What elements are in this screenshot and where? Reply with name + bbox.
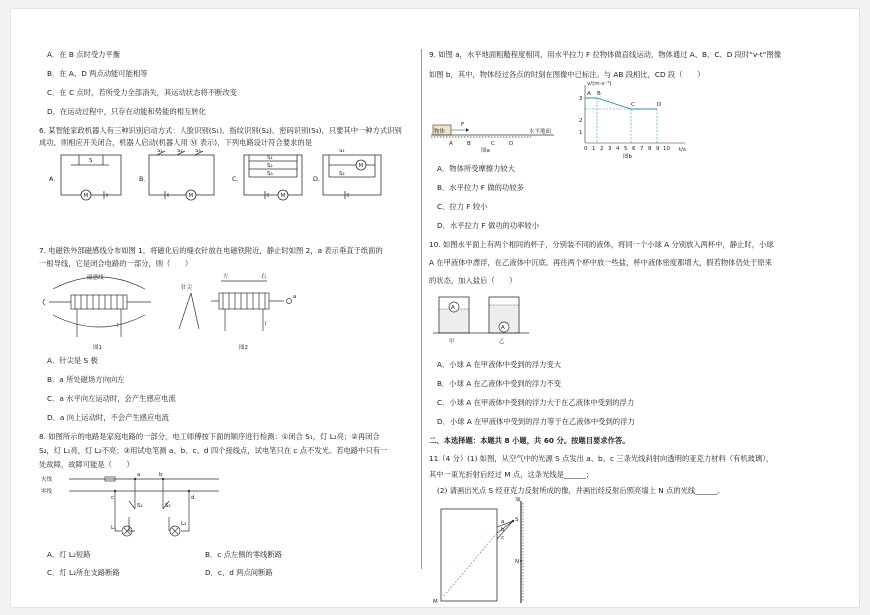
- q7-option-a: A．针尖是 S 极: [47, 356, 98, 365]
- q11-point-n-label: N: [515, 559, 520, 565]
- q6-stem-line2: 成功，则相应开关闭合，机器人启动(机器人用 Ⓜ 表示)，下列电路设计符合要求的是: [39, 138, 313, 147]
- q9-option-c: C．拉力 F 较小: [437, 202, 488, 211]
- q6-d-s2: S₂: [339, 171, 345, 177]
- q9-force-label: F: [461, 122, 465, 128]
- q6-label-c: C．: [232, 175, 244, 183]
- q9-graph-point-c: C: [631, 102, 635, 108]
- q10-option-b: B．小球 A 在乙液体中受到的浮力不变: [437, 379, 562, 388]
- q6-motor-b: M: [188, 193, 194, 199]
- column-divider: [421, 49, 422, 569]
- q11-stem-line3: (2) 请画出光点 S 经亚克力反射所成的像，并画出经反射后照亮墙上 N 点的光线______。: [437, 486, 725, 495]
- q6-motor-a: M: [83, 193, 89, 199]
- q6-b-s3: S₃: [195, 149, 201, 154]
- exam-page: [10, 8, 860, 608]
- q10-stem-line3: 的状态，加入盐后（ ）: [429, 276, 517, 285]
- q7-wire-a-label: a: [293, 294, 297, 300]
- q6-c-s2: S₂: [267, 163, 273, 169]
- q10-ball-a-yi: A: [501, 325, 505, 331]
- q6-label-a: A．: [49, 175, 60, 183]
- q7-current-label-2: I: [265, 321, 267, 327]
- q9-xtick-2: 2: [600, 146, 604, 152]
- q10-cups-figure: [429, 289, 549, 347]
- q8-option-d: D．c、d 两点间断路: [205, 568, 273, 577]
- q9-xtick-6: 6: [632, 146, 636, 152]
- q10-cup-jia-label: 甲: [449, 339, 455, 345]
- q8-stem-line1: 8. 如图所示的电路是家庭电路的一部分，电工师傅按下面的顺序进行检测：①闭合 S₁，灯 L₁亮；②再闭合: [39, 432, 380, 441]
- section-2-heading: 二、本选择题：本题共 8 小题，共 60 分。按题目要求作答。: [429, 436, 630, 445]
- q9-xtick-1: 1: [592, 146, 596, 152]
- q9-xtick-7: 7: [640, 146, 644, 152]
- q9-graph-point-d: D: [657, 102, 662, 108]
- q7-stem-line2: 一根导线，它是闭合电路的一部分，则（ ）: [39, 259, 193, 268]
- q6-b-s1: S₁: [157, 149, 163, 154]
- q9-figb-caption: 图b: [623, 154, 632, 159]
- q9-xtick-9: 9: [656, 146, 660, 152]
- q9-graph-point-b: B: [597, 91, 601, 97]
- q9-graph-xlabel: t/s: [679, 147, 686, 153]
- q8-l2-label: L₂: [181, 521, 187, 527]
- q10-ball-a-jia: A: [451, 305, 455, 311]
- q9-graph-point-a: A: [587, 91, 591, 97]
- q8-point-c: c: [111, 495, 115, 501]
- q8-s1-label: S₁: [137, 503, 143, 509]
- q9-option-a: A．物体所受摩擦力较大: [437, 164, 515, 173]
- q6-motor-d: M: [358, 163, 364, 169]
- q9-xtick-0: 0: [584, 146, 588, 152]
- q6-stem-line1: 6. 某智能家政机器人有三种识别启动方式：人脸识别(S₁)、指纹识别(S₂)、密码识别(S₃)，只要其中一种方式识别: [39, 126, 402, 135]
- q9-object-label: 物体: [434, 129, 446, 135]
- q5-option-c: C．在 C 点时，若所受力全部消失，其运动状态将不断改变: [47, 88, 237, 97]
- q9-stem-line2: 如图 b，其中，物体经过各点的时刻在图像中已标注。与 AB 段相比，CD 段（ ）: [429, 70, 705, 79]
- q10-option-c: C．小球 A 在甲液体中受到的浮力大于在乙液体中受到的浮力: [437, 398, 635, 407]
- q7-fig2-caption: 图2: [239, 345, 248, 351]
- q8-point-b: b: [159, 472, 163, 478]
- q8-point-a: a: [137, 472, 141, 478]
- q9-figure-a: [429, 83, 559, 153]
- q9-ytick-3: 3: [579, 96, 583, 102]
- q6-motor-c: M: [280, 193, 286, 199]
- q7-left-label: 左: [223, 274, 229, 280]
- q8-option-b: B．c 点左侧的零线断路: [205, 550, 283, 559]
- q8-home-circuit-figure: [39, 471, 239, 541]
- q8-stem-line3: 处故障，故障可能是（ ）: [39, 460, 134, 469]
- q7-fig1-caption: 图1: [93, 345, 102, 351]
- q8-point-d: d: [191, 495, 195, 501]
- q11-light-figure: [429, 497, 559, 607]
- q9-figa-caption: 图a: [481, 148, 490, 153]
- q7-right-label: 右: [261, 274, 267, 280]
- q9-point-d: D: [509, 141, 514, 147]
- q6-c-s3: S₃: [267, 171, 273, 177]
- q8-option-c: C．灯 L₂所在支路断路: [47, 568, 120, 577]
- q9-ground-label: 水平地面: [529, 129, 552, 135]
- q5-option-d: D．在运动过程中，只存在动能和势能的相互转化: [47, 107, 206, 116]
- q9-figure-b-vt-graph: [575, 79, 695, 159]
- q7-electromagnet-figure: [39, 269, 414, 351]
- q9-option-d: D．水平拉力 F 做功的功率较小: [437, 221, 540, 230]
- q9-point-c: C: [491, 141, 495, 147]
- q9-stem-line1: 9. 如图 a，水平地面粗糙程度相同，用水平拉力 F 拉物体做直线运动，物体通过 A、B、C、D 段时“v-t”图像: [429, 50, 782, 59]
- q9-point-b: B: [467, 141, 471, 147]
- q9-option-b: B．水平拉力 F 做的功较多: [437, 183, 524, 192]
- q8-live-wire-label: 火线: [41, 477, 53, 483]
- q11-point-m-label: M: [433, 599, 438, 605]
- q10-stem-line1: 10. 如图水平面上有两个相同的杯子，分别装不同的液体，将同一个小球 A 分别放入两杯中，静止时，小球: [429, 240, 774, 249]
- q6-c-s1: S₁: [267, 155, 273, 161]
- q9-graph-ylabel: v/(m·s⁻¹): [587, 81, 612, 87]
- q9-xtick-3: 3: [608, 146, 612, 152]
- q5-option-b: B．在 A、D 两点动能可能相等: [47, 69, 148, 78]
- q7-option-d: D．a 向上运动时，不会产生感应电流: [47, 413, 169, 422]
- q6-switch-label: S: [89, 158, 93, 164]
- q8-l1-label: L₁: [111, 525, 117, 531]
- q8-s2-label: S₂: [165, 503, 171, 509]
- q5-option-a: A．在 B 点时受力平衡: [47, 50, 121, 59]
- q11-ray-c-label: c: [501, 535, 505, 541]
- q9-ytick-1: 1: [579, 130, 583, 136]
- q8-stem-line2: S₂，灯 L₁亮，灯 L₂不亮；③用试电笔测 a、b、c、d 四个接线点，试电笔只在 c 点不发光。若电路中只有一: [39, 446, 388, 455]
- q6-circuit-figure: [39, 149, 414, 207]
- q9-xtick-8: 8: [648, 146, 652, 152]
- q11-stem-line1: 11（4 分）(1) 如图，从空气中的光源 S 点发出 a、b、c 三条光线斜射向透明的亚克力材料（有机玻璃），: [429, 454, 774, 463]
- q9-xtick-5: 5: [624, 146, 628, 152]
- q6-label-d: D．: [313, 175, 325, 183]
- q7-needle-label: 针尖: [181, 285, 193, 291]
- q8-neutral-wire-label: 零线: [41, 489, 53, 495]
- q7-option-b: B．a 所处磁场方向向左: [47, 375, 125, 384]
- q7-cixian-label: 磁感线: [87, 275, 104, 281]
- q10-option-a: A．小球 A 在甲液体中受到的浮力变大: [437, 360, 562, 369]
- q10-cup-yi-label: 乙: [499, 339, 505, 345]
- q9-ytick-2: 2: [579, 118, 583, 124]
- q11-stem-line2: 其中一束光折射后经过 M 点，这条光线是______；: [429, 470, 594, 479]
- q6-label-b: B．: [139, 175, 150, 183]
- q11-ray-b-label: b: [501, 527, 505, 533]
- q7-stem-line1: 7. 电磁铁外部磁感线分布如图 1，将磁化后的缝衣针放在电磁铁附近，静止时如图 2，a 表示垂直于纸面的: [39, 246, 383, 255]
- q7-option-c: C．a 水平向左运动时，会产生感应电流: [47, 394, 176, 403]
- q6-b-s2: S₂: [177, 149, 183, 154]
- q9-point-a: A: [449, 141, 453, 147]
- q6-d-s1: S₁: [339, 149, 345, 154]
- q7-current-label-1: I: [117, 323, 119, 329]
- q11-wall-label: 墙: [515, 497, 521, 503]
- q9-xtick-10: 10: [663, 146, 670, 152]
- q10-option-d: D．小球 A 在甲液体中受到的浮力等于在乙液体中受到的浮力: [437, 417, 635, 426]
- q8-option-a: A．灯 L₂短路: [47, 550, 91, 559]
- q10-stem-line2: A 在甲液体中漂浮，在乙液体中沉底。再往两个杯中放一些盐，杯中液体密度都增大，假若物体仍处于原来: [429, 258, 772, 267]
- q11-source-s-label: S: [515, 517, 519, 523]
- q9-xtick-4: 4: [616, 146, 620, 152]
- q11-ray-a-label: a: [501, 519, 505, 525]
